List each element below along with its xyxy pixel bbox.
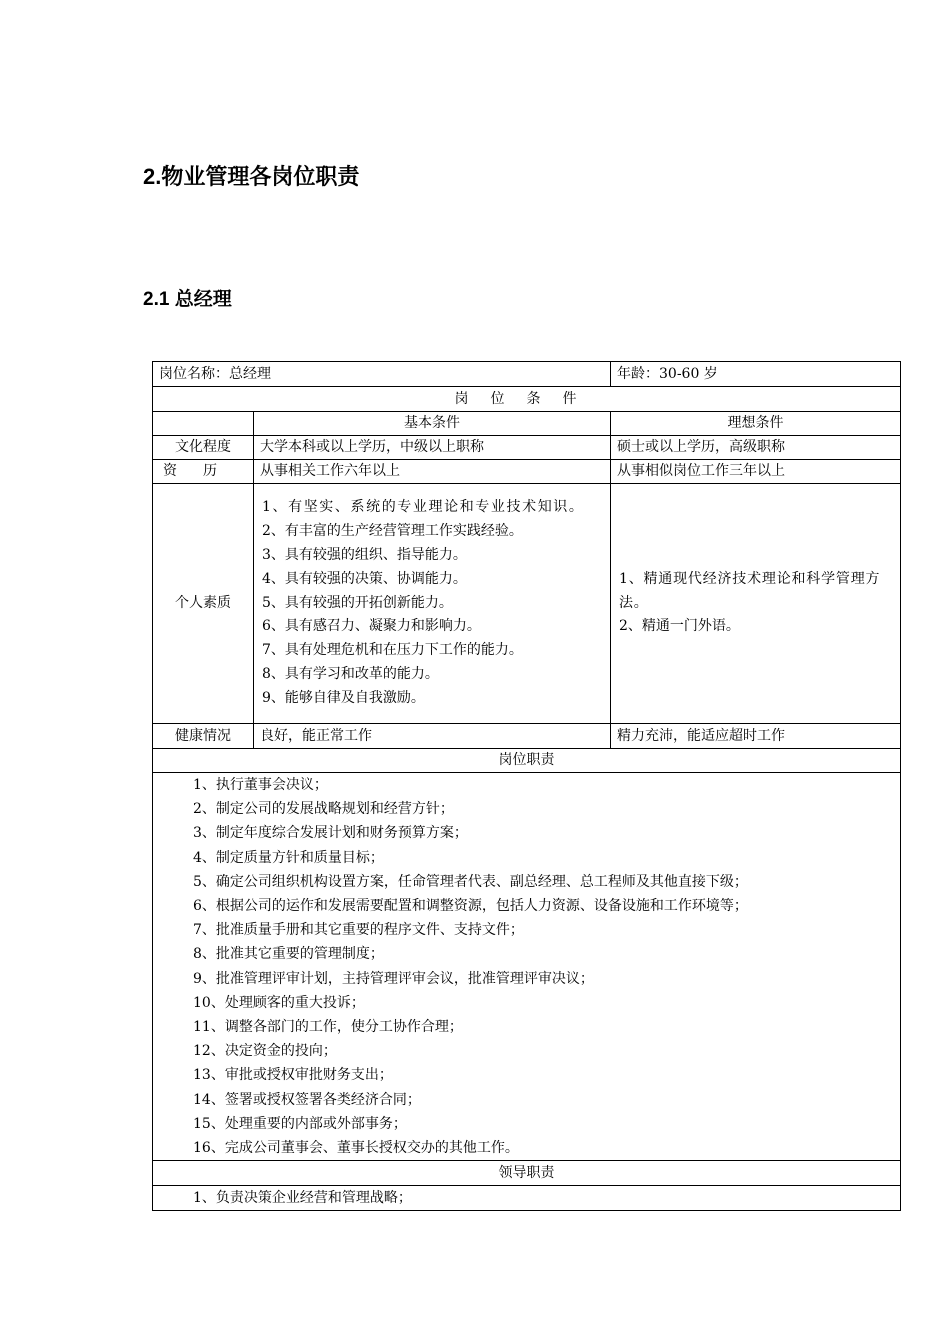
list-item: 8、批准其它重要的管理制度； xyxy=(193,946,384,963)
list-item: 3、制定年度综合发展计划和财务预算方案； xyxy=(193,825,468,842)
list-item: 9、能够自律及自我激励。 xyxy=(262,689,425,706)
experience-ideal: 从事相似岗位工作三年以上 xyxy=(611,460,901,484)
duties-header: 岗位职责 xyxy=(153,749,901,773)
leadership-row xyxy=(153,1186,901,1211)
health-row xyxy=(153,724,901,749)
list-item: 1、有坚实、系统的专业理论和专业技术知识。 xyxy=(262,499,585,516)
section-heading: 2.物业管理各岗位职责 xyxy=(143,164,360,189)
experience-label: 资历 xyxy=(163,463,243,479)
header-row xyxy=(153,362,901,387)
list-item: 11、调整各部门的工作，使分工协作合理； xyxy=(193,1019,463,1036)
job-description-table xyxy=(152,361,901,1211)
list-item: 10、处理顾客的重大投诉； xyxy=(193,994,365,1011)
health-label: 健康情况 xyxy=(153,724,254,749)
list-item: 7、批准质量手册和其它重要的程序文件、支持文件； xyxy=(193,922,524,939)
conditions-header-row xyxy=(153,387,901,412)
education-row xyxy=(153,436,901,460)
leadership-header-row xyxy=(153,1161,901,1186)
list-item: 6、根据公司的运作和发展需要配置和调整资源，包括人力资源、设备设施和工作环境等； xyxy=(193,898,748,915)
list-item: 16、完成公司董事会、董事长授权交办的其他工作。 xyxy=(193,1140,519,1157)
list-item: 2、精通一门外语。 xyxy=(619,618,740,635)
list-item: 12、决定资金的投向； xyxy=(193,1043,337,1060)
condition-type-row xyxy=(153,412,901,436)
list-item: 14、签署或授权签署各类经济合同； xyxy=(193,1091,421,1108)
ideal-conditions-header: 理想条件 xyxy=(611,412,901,436)
list-item: 1、精通现代经济技术理论和科学管理方法。 xyxy=(619,570,881,611)
list-item: 5、确定公司组织机构设置方案，任命管理者代表、副总经理、总工程师及其他直接下级； xyxy=(193,873,748,890)
list-item: 1、负责决策企业经营和管理战略； xyxy=(193,1190,412,1207)
duties-header-row xyxy=(153,749,901,773)
education-ideal: 硕士或以上学历，高级职称 xyxy=(611,436,901,460)
conditions-header: 岗位条件 xyxy=(454,390,599,407)
list-item: 2、制定公司的发展战略规划和经营方针； xyxy=(193,801,454,818)
subsection-heading: 2.1 总经理 xyxy=(143,289,232,310)
list-item: 8、具有学习和改革的能力。 xyxy=(262,665,439,682)
list-item: 13、审批或授权审批财务支出； xyxy=(193,1067,393,1084)
experience-basic: 从事相关工作六年以上 xyxy=(254,460,611,484)
education-basic: 大学本科或以上学历，中级以上职称 xyxy=(254,436,611,460)
list-item: 9、批准管理评审计划，主持管理评审会议，批准管理评审决议； xyxy=(193,970,594,987)
list-item: 1、执行董事会决议； xyxy=(193,777,328,793)
education-label: 文化程度 xyxy=(153,436,254,460)
personal-quality-label: 个人素质 xyxy=(153,484,254,724)
list-item: 4、制定质量方针和质量目标； xyxy=(193,849,384,866)
personal-ideal-list xyxy=(611,484,901,724)
personal-basic-list xyxy=(254,484,611,724)
health-basic: 良好，能正常工作 xyxy=(254,724,611,749)
list-item: 5、具有较强的开拓创新能力。 xyxy=(262,594,453,611)
list-item: 7、具有处理危机和在压力下工作的能力。 xyxy=(262,642,523,659)
leadership-header: 领导职责 xyxy=(153,1161,901,1186)
list-item: 6、具有感召力、凝聚力和影响力。 xyxy=(262,618,481,635)
basic-conditions-header: 基本条件 xyxy=(254,412,611,436)
age-cell: 年龄：30-60 岁 xyxy=(611,362,901,387)
leadership-list xyxy=(153,1186,901,1211)
list-item: 3、具有较强的组织、指导能力。 xyxy=(262,547,467,563)
list-item: 15、处理重要的内部或外部事务； xyxy=(193,1115,407,1132)
duties-row xyxy=(153,773,901,1161)
list-item: 2、有丰富的生产经营管理工作实践经验。 xyxy=(262,523,523,540)
position-name-cell: 岗位名称：总经理 xyxy=(153,362,611,387)
experience-row xyxy=(153,460,901,484)
personal-quality-row xyxy=(153,484,901,724)
list-item: 4、具有较强的决策、协调能力。 xyxy=(262,570,467,587)
health-ideal: 精力充沛，能适应超时工作 xyxy=(611,724,901,749)
duties-list xyxy=(153,773,901,1161)
